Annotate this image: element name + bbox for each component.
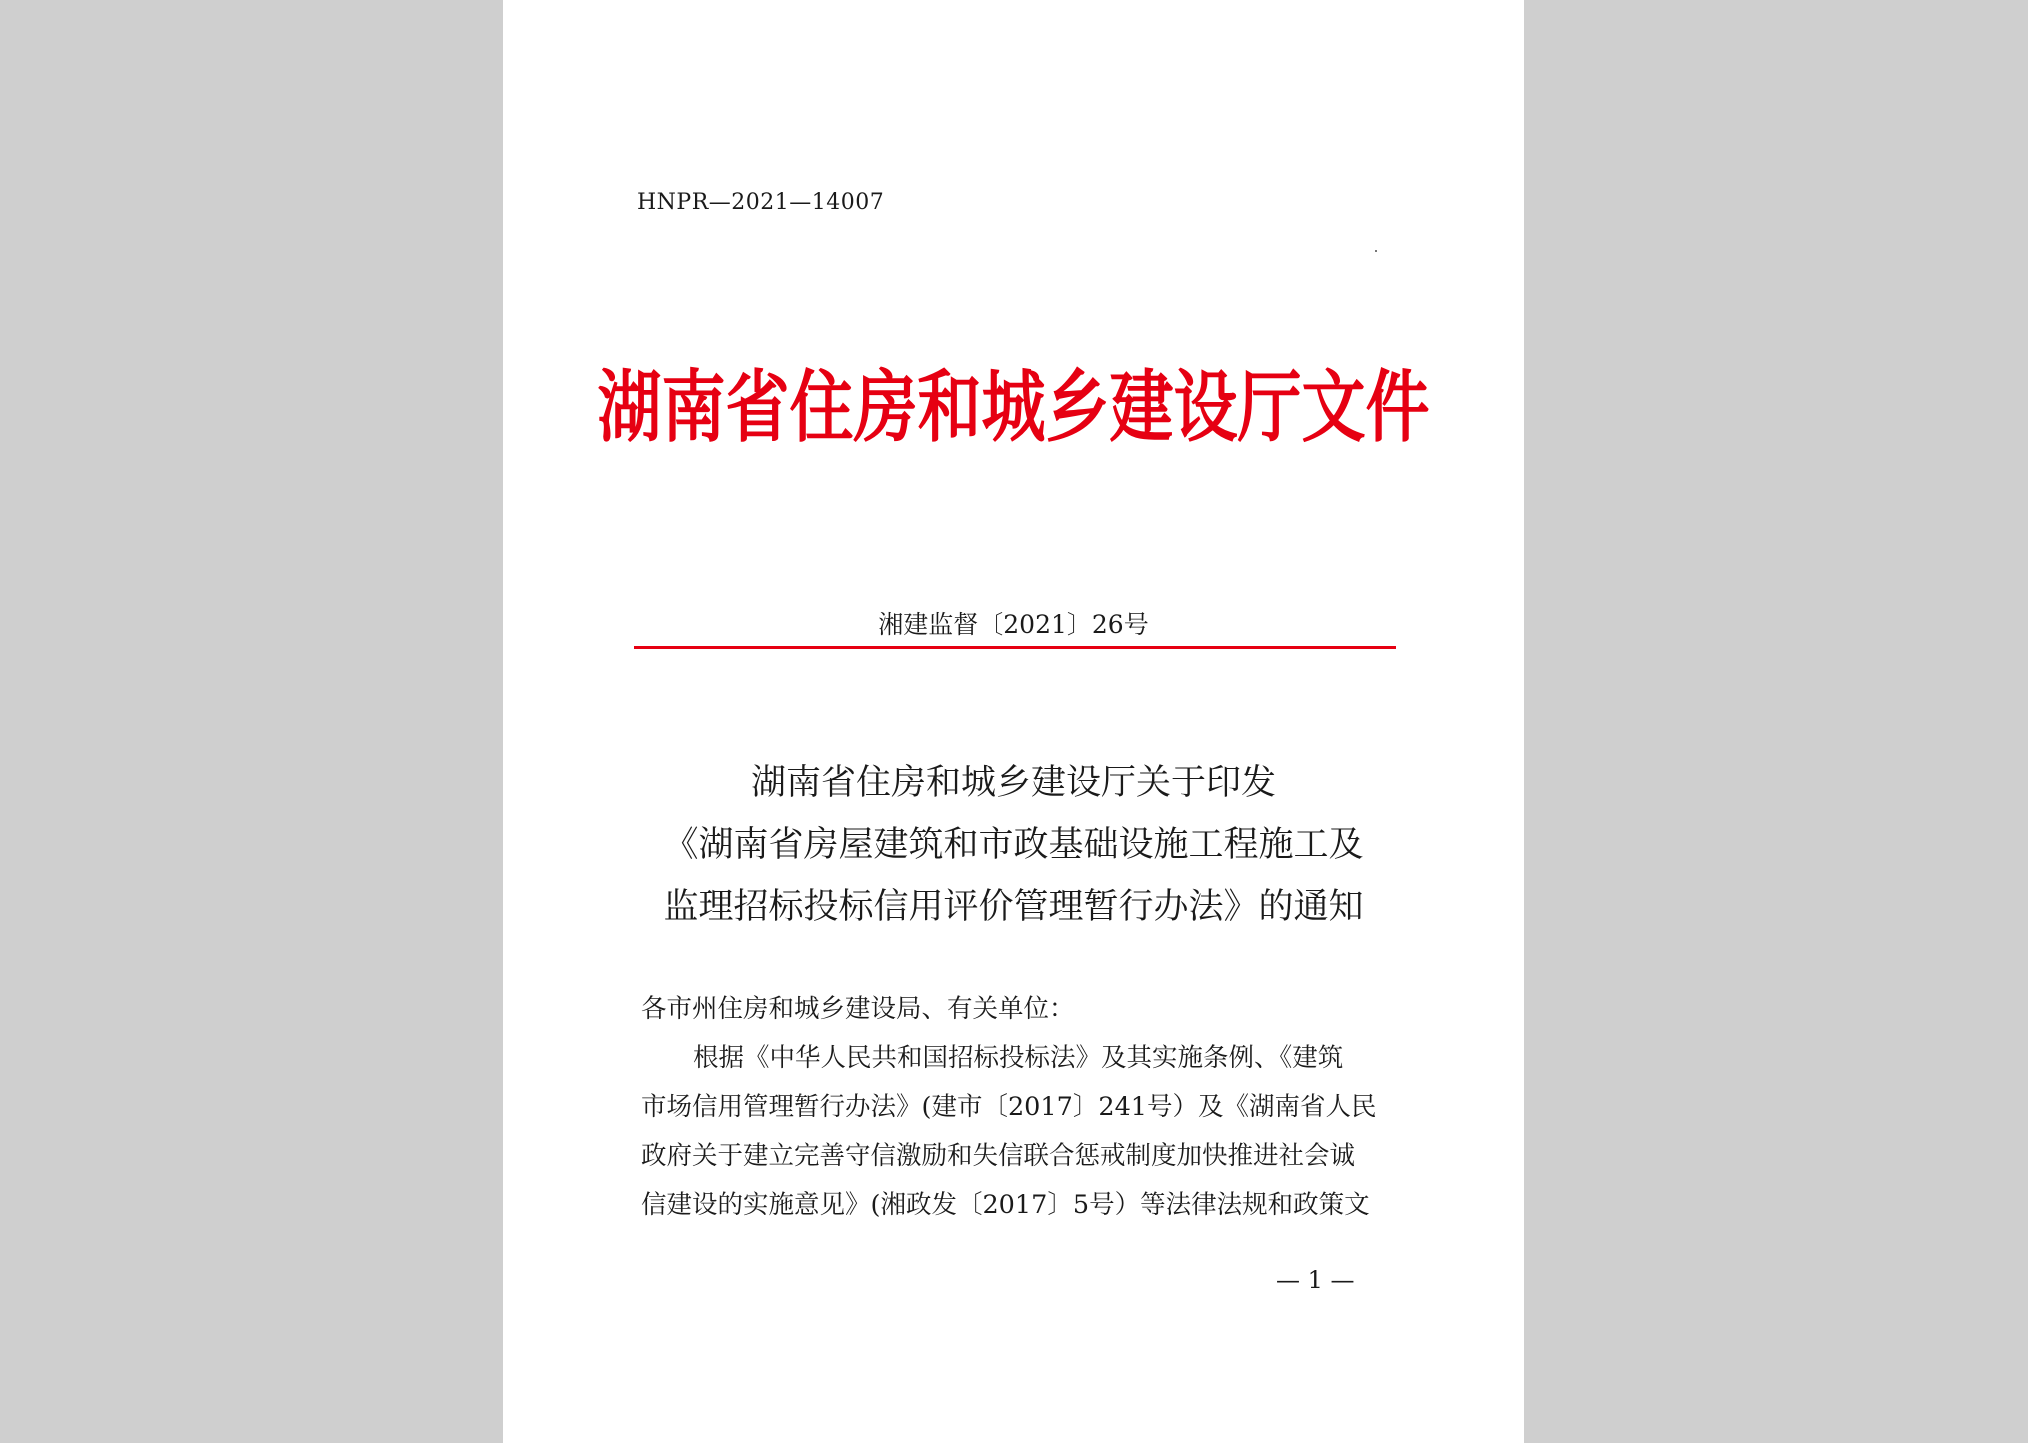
notice-title-line: 监理招标投标信用评价管理暂行办法》的通知 xyxy=(663,887,1364,927)
issuer-heading: 湖南省住房和城乡建设厅文件 xyxy=(597,363,1430,454)
document-code: HNPR—2021—14007 xyxy=(637,190,885,215)
notice-title xyxy=(503,752,1524,938)
salutation: 各市州住房和城乡建设局、有关单位： xyxy=(641,994,1075,1024)
document-page xyxy=(503,0,1524,1443)
page-number: — 1 — xyxy=(1276,1266,1355,1294)
body-line: 信建设的实施意见》(湘政发〔2017〕5号）等法律法规和政策文 xyxy=(641,1190,1370,1220)
body-line: 市场信用管理暂行办法》(建市〔2017〕241号）及《湖南省人民 xyxy=(641,1092,1377,1122)
body-line: 根据《中华人民共和国招标投标法》及其实施条例、《建筑 xyxy=(693,1043,1344,1073)
scan-speck xyxy=(1375,250,1377,252)
document-number: 湘建监督〔2021〕26号 xyxy=(878,610,1149,639)
red-divider-line xyxy=(634,646,1396,649)
body-line: 政府关于建立完善守信激励和失信联合惩戒制度加快推进社会诚 xyxy=(641,1141,1356,1171)
notice-title-line: 《湖南省房屋建筑和市政基础设施工程施工及 xyxy=(663,825,1364,865)
notice-title-line: 湖南省住房和城乡建设厅关于印发 xyxy=(750,763,1276,803)
body-text xyxy=(641,985,1393,1230)
